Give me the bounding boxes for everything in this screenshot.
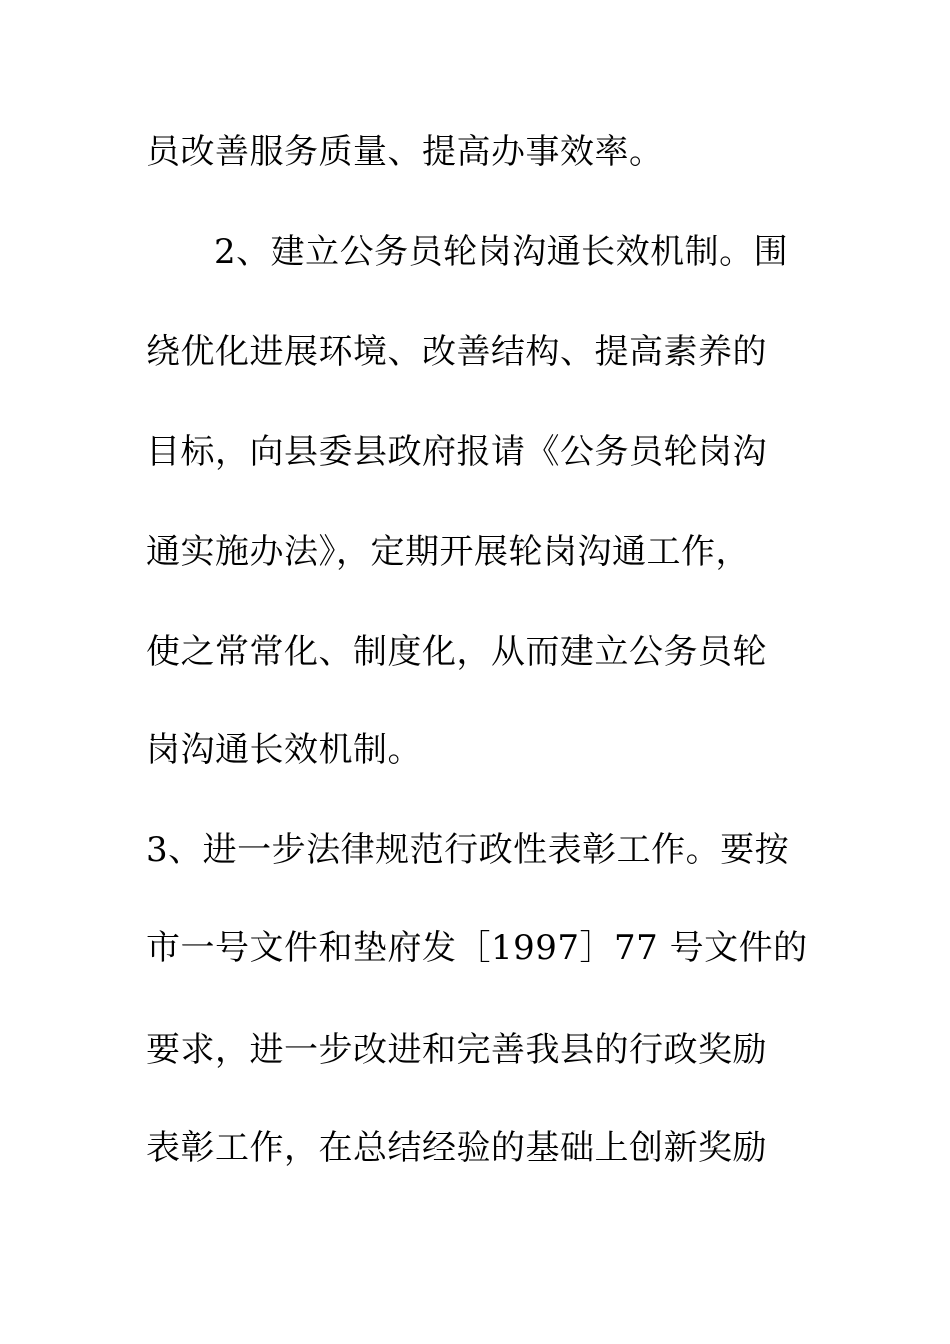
text-line: 要求，进一步改进和完善我县的行政奖励	[146, 1030, 767, 1070]
text-line: 表彰工作，在总结经验的基础上创新奖励	[146, 1128, 767, 1168]
text-line: 2、建立公务员轮岗沟通长效机制。围	[214, 232, 789, 272]
text-line: 3、进一步法律规范行政性表彰工作。要按	[146, 830, 790, 870]
text-line: 使之常常化、制度化，从而建立公务员轮	[146, 632, 767, 672]
text-line: 员改善服务质量、提高办事效率。	[146, 132, 664, 172]
text-line: 岗沟通长效机制。	[146, 730, 422, 770]
text-line: 市一号文件和垫府发［1997］77 号文件的	[146, 928, 808, 968]
text-line: 目标，向县委县政府报请《公务员轮岗沟	[146, 432, 767, 472]
text-line: 绕优化进展环境、改善结构、提高素养的	[146, 332, 767, 372]
text-line: 通实施办法》，定期开展轮岗沟通工作，	[146, 532, 750, 572]
